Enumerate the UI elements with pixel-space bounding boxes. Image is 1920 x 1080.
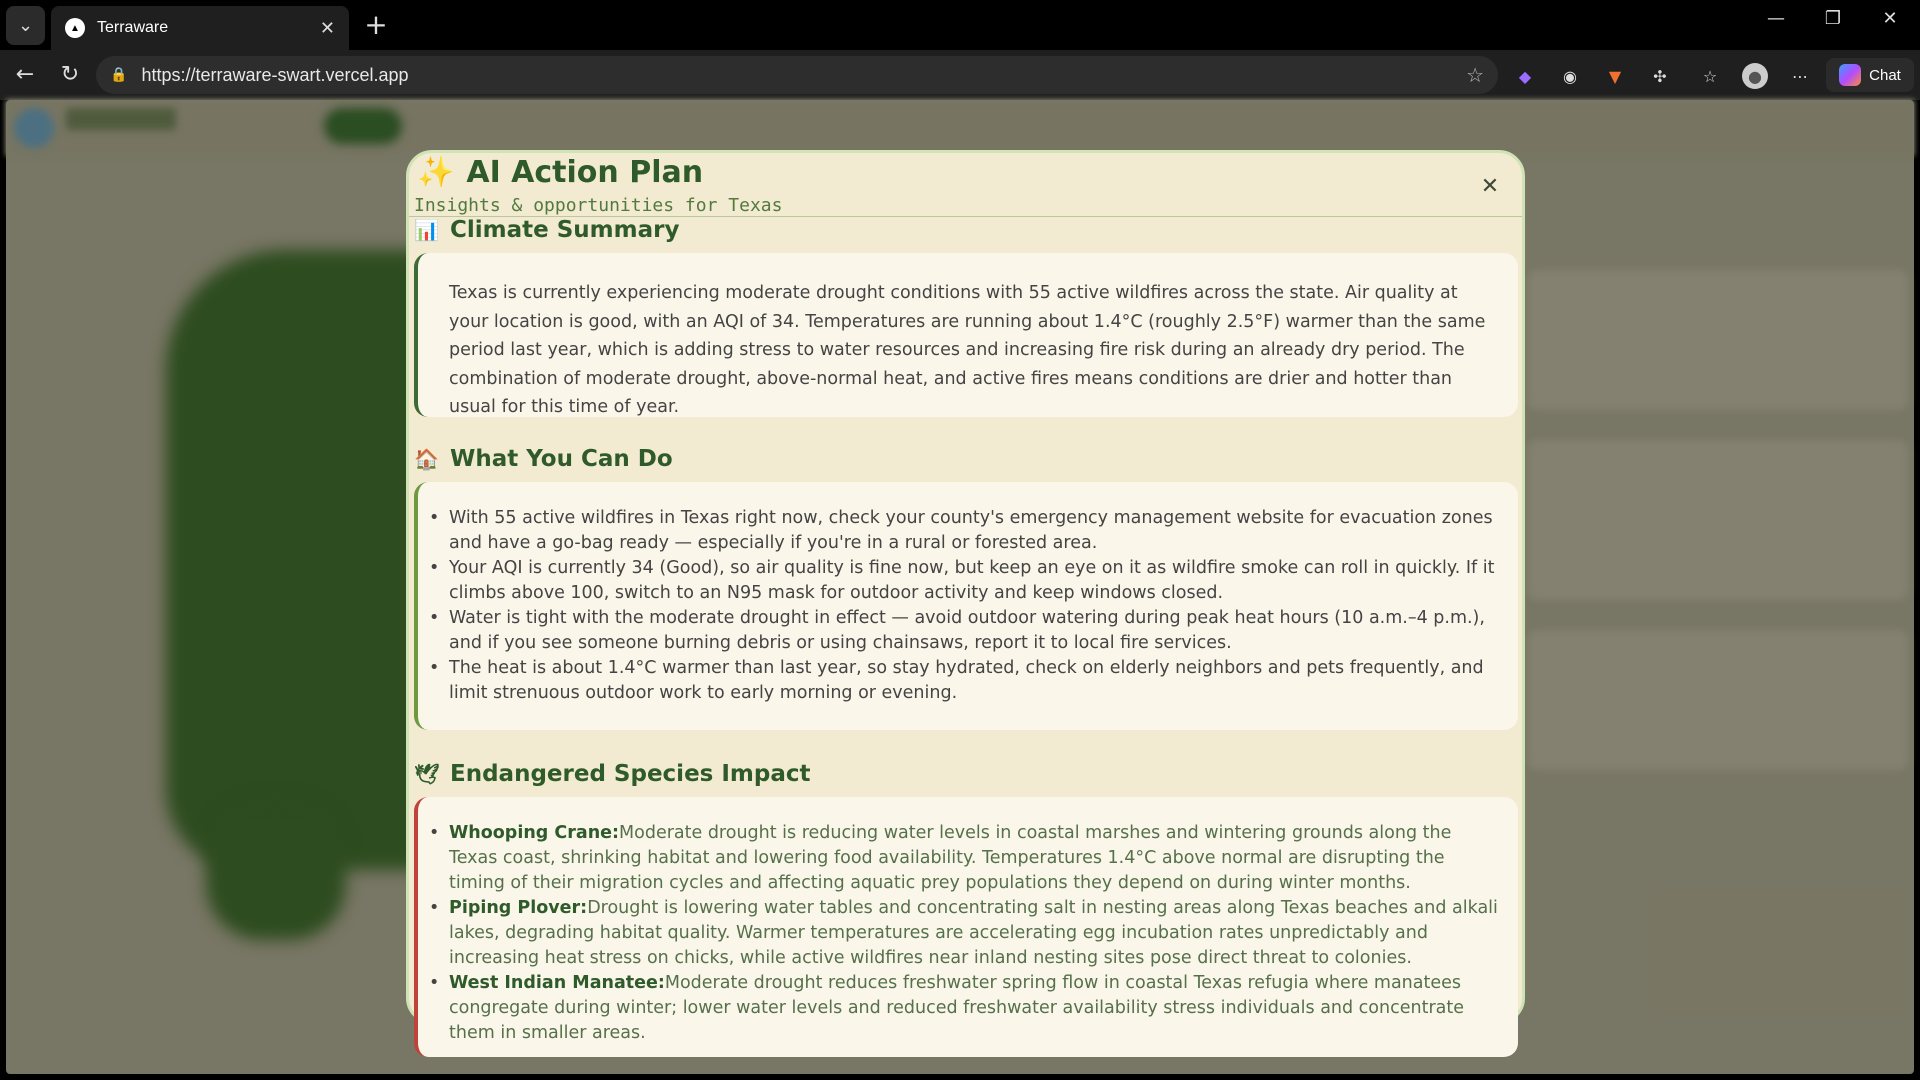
copilot-logo-icon (1839, 64, 1861, 86)
section-title-text: What You Can Do (450, 446, 673, 472)
list-item: • The heat is about 1.4°C warmer than last year, so stay hydrated, check on elderly neighbors and pets frequently, and limit strenuous outdoor work to early morning or evening. (449, 656, 1498, 706)
section-title-text: Climate Summary (450, 217, 680, 243)
lock-icon: 🔒 (110, 67, 128, 83)
extension-eyes-icon[interactable]: ◉ (1563, 66, 1577, 86)
reload-button[interactable]: ↻ (60, 62, 80, 87)
species-list (418, 797, 1518, 1062)
modal-body[interactable] (409, 217, 1522, 1043)
species-text: Moderate drought reduces freshwater spring flow in coastal Texas refugia where manatees congregate during winter; lower water levels and reduced freshwater availability stress individuals and concentrate them in smaller areas. (449, 973, 1464, 1043)
modal-subtitle: Insights & opportunities for Texas (414, 195, 783, 216)
species-name: West Indian Manatee: (449, 973, 665, 993)
page-viewport (6, 100, 1914, 1074)
extension-fox-icon[interactable]: ▼ (1608, 66, 1622, 86)
species-text: Moderate drought is reducing water levels in coastal marshes and wintering grounds along the Texas coast, shrinking habitat and lowering food availability. Temperatures 1.4°C above normal are disrupting the timing of their migration cycles and affecting aquatic prey populations they depend on during winter months. (449, 823, 1452, 893)
modal-title (417, 155, 703, 190)
chevron-down-icon: ⌄ (17, 15, 34, 36)
tab-title: Terraware (97, 19, 169, 36)
close-window-button[interactable]: ✕ (1882, 8, 1898, 29)
favicon-icon: ▲ (65, 18, 85, 38)
climate-summary-text: Texas is currently experiencing moderate drought conditions with 55 active wildfires across the state. Air quality at your location is good, with an AQI of 34. Temperatures are running about 1.4°C (roughly 2.5°F) warmer than the same period last year, which is adding stress to water resources and increasing fire risk during an already dry period. The combination of moderate drought, above-normal heat, and active fires means conditions are drier and hotter than usual for this time of year. (449, 283, 1486, 417)
section-title-climate (414, 217, 679, 243)
list-item (449, 971, 1498, 1046)
minimize-button[interactable]: — (1767, 8, 1785, 29)
species-name: Piping Plover: (449, 898, 588, 918)
list-item (449, 896, 1498, 971)
modal-header (409, 153, 1522, 217)
list-item: • With 55 active wildfires in Texas right now, check your county's emergency management website for evacuation zones and have a go-bag ready — especially if you're in a rural or forested area. (449, 506, 1498, 556)
close-icon[interactable]: ✕ (1480, 174, 1500, 199)
address-bar[interactable] (96, 56, 1498, 94)
species-text: Drought is lowering water tables and concentrating salt in nesting areas along Texas beaches and alkali lakes, degrading habitat quality. Warmer temperatures are accelerating egg incubation rates unpredictably and increasing heat stress on chicks, while active wildfires near inland nesting sites pose direct threat to colonies. (449, 898, 1498, 968)
bar-chart-icon: 📊 (414, 218, 439, 242)
modal-title-text: AI Action Plan (466, 155, 704, 190)
browser-toolbar (0, 50, 1920, 100)
species-name: Whooping Crane: (449, 823, 620, 843)
browser-tabbar (0, 0, 1920, 50)
favorites-icon[interactable]: ☆ (1702, 66, 1718, 86)
sparkles-icon: ✨ (417, 155, 455, 190)
section-title-species (414, 761, 811, 787)
list-item: • Your AQI is currently 34 (Good), so air quality is fine now, but keep an eye on it as wildfire smoke can roll in quickly. If it climbs above 100, switch to an N95 mask for outdoor activity and keep windows closed. (449, 556, 1498, 606)
url-text: https://terraware-swart.vercel.app (141, 64, 409, 85)
extension-diamond-icon[interactable]: ◆ (1518, 66, 1532, 86)
actions-list (418, 482, 1518, 722)
list-item: • Water is tight with the moderate drought in effect — avoid outdoor watering during peak heat hours (10 a.m.–4 p.m.), and if you see someone burning debris or using chainsaws, report it to local fire services. (449, 606, 1498, 656)
species-card (414, 797, 1518, 1057)
list-item (449, 821, 1498, 896)
close-tab-icon[interactable]: ✕ (319, 17, 335, 38)
favorite-star-icon[interactable]: ☆ (1466, 63, 1484, 87)
back-button[interactable]: ← (15, 62, 35, 87)
extensions-puzzle-icon[interactable]: ✣ (1653, 66, 1667, 86)
more-menu-icon[interactable]: ⋯ (1792, 66, 1808, 86)
chat-label: Chat (1869, 66, 1901, 84)
browser-tab[interactable] (51, 6, 349, 50)
new-tab-button[interactable]: + (364, 8, 388, 41)
tab-list-button[interactable] (6, 6, 45, 45)
actions-card (414, 482, 1518, 730)
profile-avatar-icon[interactable]: ● (1742, 63, 1768, 89)
section-title-text: Endangered Species Impact (450, 761, 811, 787)
climate-summary-card (414, 253, 1518, 417)
restore-button[interactable]: ❐ (1824, 8, 1842, 29)
copilot-chat-button[interactable] (1826, 58, 1914, 92)
house-icon: 🏠 (414, 447, 439, 471)
section-title-actions (414, 446, 673, 472)
ai-action-plan-modal (406, 150, 1525, 1043)
bird-icon: 🕊 (414, 762, 440, 786)
